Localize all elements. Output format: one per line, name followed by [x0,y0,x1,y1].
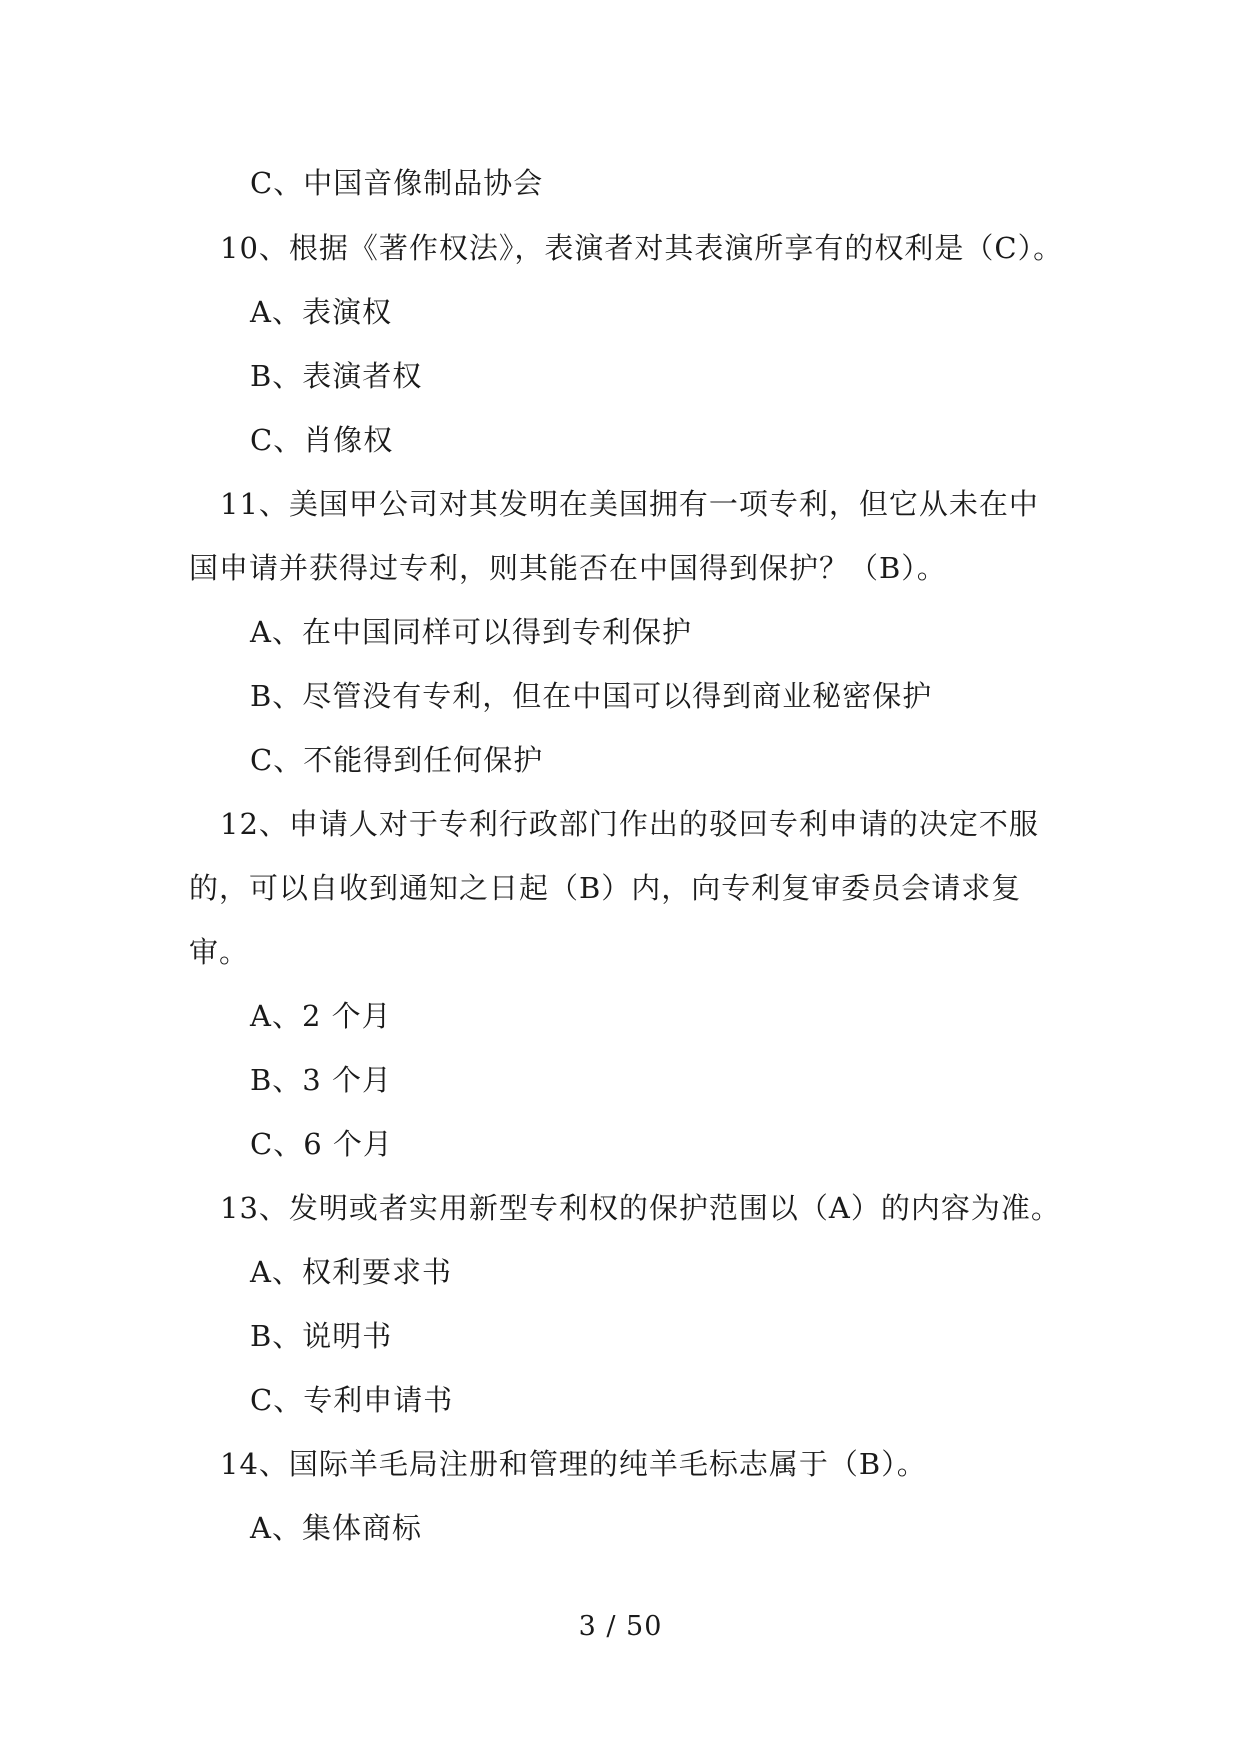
question-12-continued: 的，可以自收到通知之日起（B）内，向专利复审委员会请求复 [189,871,1022,905]
question-11-continued: 国申请并获得过专利，则其能否在中国得到保护？（B）。 [189,551,947,585]
question-14: 14、国际羊毛局注册和管理的纯羊毛标志属于（B）。 [220,1447,927,1481]
option-a-q10: A、表演权 [250,295,392,329]
option-b-q12: B、3 个月 [250,1063,392,1097]
option-c-q13: C、专利申请书 [250,1383,454,1417]
option-c-q10: C、肖像权 [250,423,394,457]
option-a-q14: A、集体商标 [250,1511,422,1545]
option-a-q12: A、2 个月 [250,999,392,1033]
option-a-q11: A、在中国同样可以得到专利保护 [250,615,692,649]
option-b-q13: B、说明书 [250,1319,393,1353]
option-c-q11: C、不能得到任何保护 [250,743,544,777]
question-12: 12、申请人对于专利行政部门作出的驳回专利申请的决定不服 [220,807,1039,841]
option-b-q11: B、尽管没有专利，但在中国可以得到商业秘密保护 [250,679,933,713]
question-10: 10、根据《著作权法》，表演者对其表演所享有的权利是（C）。 [220,231,1064,265]
option-c-q12: C、6 个月 [250,1127,393,1161]
question-12-continued-2: 审。 [189,935,250,969]
option-c-q9: C、中国音像制品协会 [250,166,544,200]
option-b-q10: B、表演者权 [250,359,423,393]
page-number: 3 / 50 [578,1611,663,1642]
question-11: 11、美国甲公司对其发明在美国拥有一项专利，但它从未在中 [220,487,1039,521]
question-13: 13、发明或者实用新型专利权的保护范围以（A）的内容为准。 [220,1191,1061,1225]
option-a-q13: A、权利要求书 [250,1255,452,1289]
